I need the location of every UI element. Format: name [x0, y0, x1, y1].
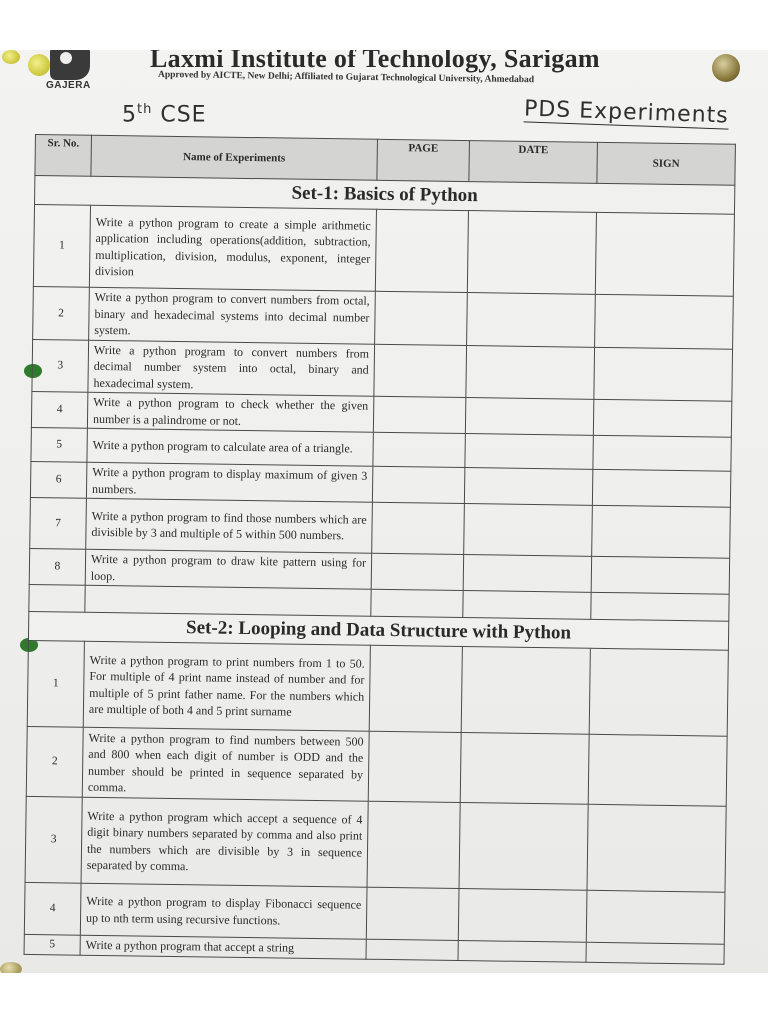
set-title: Set-2: Looping and Data Structure with Python [28, 611, 728, 650]
exp-name: Write a python program to find those numbers which are divisible by 3 and multiple of 5 within 500 numbers. [86, 498, 373, 553]
exp-name: Write a python program to create a simple arithmetic application including operations(addition, subtraction, multiplication, division, modulus, exponent, integer division [89, 205, 376, 291]
exp-name: Write a python program to calculate area of a triangle. [87, 428, 373, 466]
date-cell [458, 888, 587, 942]
exp-number: 3 [25, 796, 82, 883]
table-row [33, 205, 734, 297]
exp-number: 6 [30, 461, 86, 498]
col-header-name: Name of Experiments [91, 135, 378, 180]
date-cell [459, 803, 588, 891]
exp-name: Write a python program to convert numbers from octal, binary and hexadecimal systems into decimal number system. [89, 287, 376, 343]
page-cell [373, 396, 465, 433]
exp-number: 7 [30, 497, 87, 549]
page-cell [368, 731, 461, 802]
page-cell [366, 887, 459, 940]
institute-logo [40, 50, 96, 94]
blank-cell [463, 591, 591, 620]
col-header-sr-no: Sr. No. [35, 135, 92, 177]
exp-name: Write a python program that accept a string [80, 935, 366, 959]
sign-cell [588, 734, 727, 806]
sign-cell [593, 435, 731, 471]
institute-name: Laxmi Institute of Technology, Sarigam [150, 50, 600, 73]
sign-cell [592, 469, 730, 507]
exp-number: 4 [24, 882, 81, 935]
logo-icon [50, 50, 90, 80]
sign-cell [592, 505, 731, 558]
sign-cell [587, 804, 726, 892]
experiments-table-wrap [24, 134, 739, 965]
exp-name: Write a python program which accept a sequence of 4 digit binary numbers separated by comma and also print the numbers which are divisible by 3 in sequence separated by comma. [81, 797, 368, 887]
sign-cell [589, 648, 728, 736]
sign-cell [595, 212, 734, 296]
date-cell [466, 345, 595, 399]
page-cell [367, 801, 460, 888]
col-header-date: DATE [469, 141, 598, 184]
date-cell [463, 555, 591, 593]
table-row [27, 640, 728, 736]
exp-name: Write a python program to convert numbers from decimal number system into octal, binary and hexadecimal system. [88, 340, 375, 396]
exp-name: Write a python program to display maximum of given 3 numbers. [86, 462, 372, 502]
handwritten-branch: CSE [160, 102, 207, 128]
sign-cell [591, 556, 729, 594]
exp-number: 1 [33, 205, 90, 288]
exp-number: 5 [24, 934, 80, 955]
blank-cell [29, 584, 85, 612]
exp-number: 2 [26, 726, 83, 797]
blank-cell [371, 589, 463, 617]
page-cell [375, 209, 468, 292]
page-cell [369, 645, 462, 732]
sign-cell [593, 399, 731, 437]
exp-number: 4 [31, 391, 87, 428]
date-cell [465, 398, 593, 436]
exp-number: 8 [29, 548, 85, 585]
exp-name: Write a python program to find numbers between 500 and 800 when each digit of number is ODD and the number should be printed in sequence separated by comma. [82, 727, 369, 801]
sign-cell [594, 347, 733, 401]
date-cell [465, 434, 593, 470]
approval-line: Approved by AICTE, New Delhi; Affiliated to Gujarat Technological University, Ahmedabad [157, 70, 535, 86]
handwritten-semester: 5 [122, 102, 137, 128]
col-header-page: PAGE [377, 139, 470, 181]
sign-cell [586, 942, 724, 964]
date-cell [464, 468, 592, 506]
page-cell [366, 939, 458, 960]
page-cell [372, 502, 465, 554]
exp-number: 2 [33, 286, 90, 339]
sign-cell [595, 294, 734, 348]
blank-cell [85, 585, 371, 616]
table-row [32, 339, 733, 401]
handwritten-title-text: PDS Experiments [523, 96, 730, 129]
document-sheet [0, 50, 768, 973]
push-pin-icon [0, 962, 22, 973]
page-cell [373, 432, 465, 467]
date-cell [467, 211, 596, 295]
table-row [33, 286, 734, 348]
handwritten-class [122, 102, 207, 127]
set-title: Set-1: Basics of Python [35, 176, 735, 215]
experiments-table [24, 134, 736, 965]
page-cell [375, 291, 468, 345]
table-row [26, 726, 727, 806]
logo-text: GAJERA [46, 80, 91, 91]
date-cell [467, 293, 596, 347]
date-cell [460, 733, 589, 805]
exp-name: Write a python program to print numbers from 1 to 50. For multiple of 4 print name instead of number and for multiple of 5 print father name. For the numbers which are multiple of both 4 and 5 print surname [83, 641, 370, 731]
date-cell [464, 504, 593, 557]
exp-number: 1 [27, 640, 84, 727]
exp-number: 3 [32, 339, 89, 392]
push-pin-icon [2, 50, 20, 64]
exp-name: Write a python program to draw kite pattern using for loop. [85, 549, 371, 589]
sign-cell [586, 890, 725, 944]
col-header-sign: SIGN [597, 142, 736, 185]
table-row [25, 796, 726, 892]
exp-number: 5 [31, 427, 87, 462]
exp-name: Write a python program to check whether the given number is a palindrome or not. [87, 392, 373, 432]
push-pin-icon [712, 54, 740, 82]
date-cell [458, 940, 586, 962]
blank-cell [591, 592, 729, 621]
exp-name: Write a python program to display Fibonacci sequence up to nth term using recursive functions. [80, 883, 367, 939]
handwritten-semester-suffix: th [137, 102, 153, 117]
page-cell [371, 553, 463, 590]
page-cell [372, 466, 464, 503]
date-cell [461, 647, 590, 735]
handwritten-title [524, 96, 729, 128]
page-cell [374, 344, 467, 398]
